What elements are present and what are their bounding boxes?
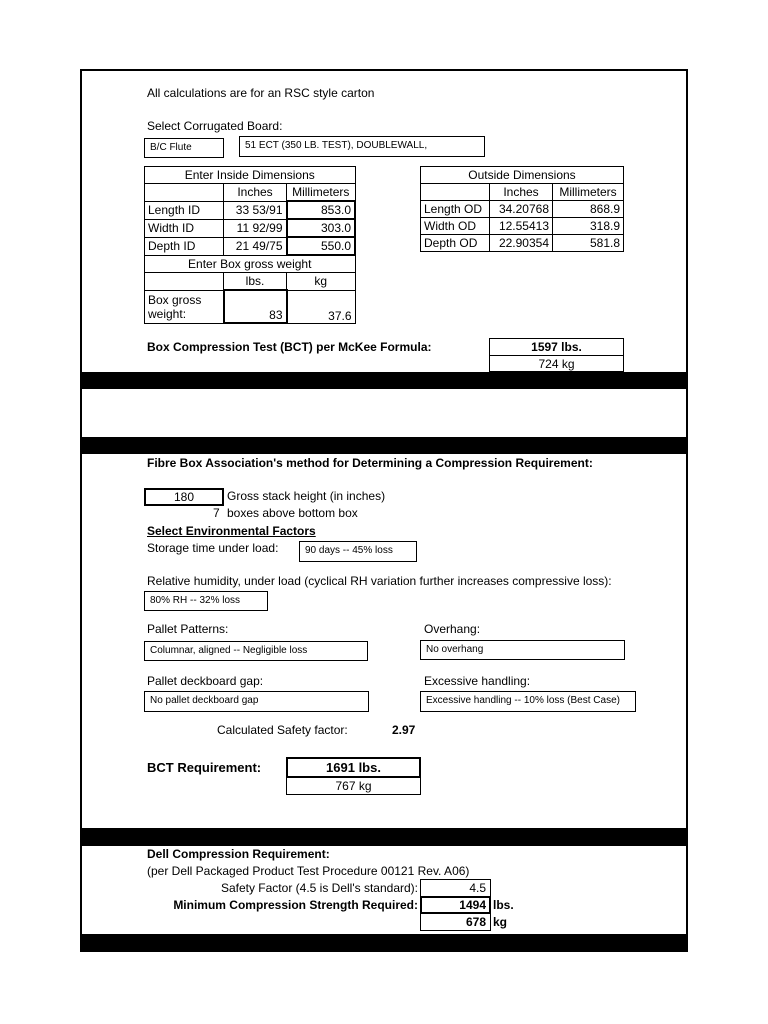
overhang-select[interactable]: No overhang [420,640,625,660]
storage-label: Storage time under load: [147,541,279,555]
boxes-above-num: 7 [213,506,220,520]
width-od-inches: 12.55413 [490,218,553,235]
safety-factor-label: Calculated Safety factor: [217,723,348,737]
depth-inches: 21 49/75 [224,237,287,255]
length-inches: 33 53/91 [224,201,287,219]
bct-label: Box Compression Test (BCT) per McKee Formula: [147,340,432,354]
col-inches: Inches [490,184,553,201]
handling-label: Excessive handling: [424,674,531,688]
overhang-label: Overhang: [424,622,481,636]
row-label: Depth ID [145,237,224,255]
width-od-mm: 318.9 [553,218,624,235]
weight-title: Enter Box gross weight [145,255,356,273]
intro-text: All calculations are for an RSC style carton [147,86,375,100]
stack-height-input[interactable]: 180 [144,488,224,506]
safety-factor-value: 2.97 [392,723,416,737]
inside-dims-title: Enter Inside Dimensions [145,167,356,184]
divider-bar [80,934,688,952]
weight-label: Box gross weight: [145,290,224,323]
fba-title: Fibre Box Association's method for Determining a Compression Requirement: [147,456,593,470]
min-compression-lbs: 1494 [420,896,491,914]
width-inches: 11 92/99 [224,219,287,237]
depth-od-inches: 22.90354 [490,235,553,252]
gap-label: Pallet deckboard gap: [147,674,264,688]
bct-requirement-lbs: 1691 lbs. [286,757,421,778]
row-label: Width OD [421,218,490,235]
width-mm-input[interactable]: 303.0 [287,219,356,237]
bct-requirement-label: BCT Requirement: [147,760,262,775]
length-mm-input[interactable]: 853.0 [287,201,356,219]
divider-bar [80,828,688,846]
col-inches: Inches [224,184,287,202]
boxes-above-label: boxes above bottom box [227,506,358,520]
stack-height-label: Gross stack height (in inches) [227,489,386,503]
select-board-label: Select Corrugated Board: [147,119,283,133]
min-compression-label: Minimum Compression Strength Required: [173,898,418,912]
col-millimeters: Millimeters [287,184,356,202]
row-label: Length ID [145,201,224,219]
length-od-inches: 34.20768 [490,201,553,218]
dell-title: Dell Compression Requirement: [147,847,330,861]
board-select[interactable]: 51 ECT (350 LB. TEST), DOUBLEWALL, [239,136,485,157]
outside-dimensions-table [420,166,624,252]
humidity-label: Relative humidity, under load (cyclical RH variation further increases compressive loss): [147,574,612,588]
bct-lbs: 1597 lbs. [489,338,624,356]
kg-unit: kg [493,915,508,929]
bct-requirement-kg: 767 kg [286,777,421,795]
humidity-select[interactable]: 80% RH -- 32% loss [144,591,268,611]
length-od-mm: 868.9 [553,201,624,218]
col-lbs: lbs. [224,273,287,291]
row-label: Length OD [421,201,490,218]
divider-bar [80,437,688,454]
outside-dims-title: Outside Dimensions [421,167,624,184]
dell-safety-label: Safety Factor (4.5 is Dell's standard): [220,881,418,895]
col-millimeters: Millimeters [553,184,624,201]
dell-subtitle: (per Dell Packaged Product Test Procedure 00121 Rev. A06) [147,864,470,878]
pallet-label: Pallet Patterns: [147,622,229,636]
depth-od-mm: 581.8 [553,235,624,252]
lbs-unit: lbs. [493,898,514,912]
bct-kg: 724 kg [489,355,624,372]
env-factors-heading: Select Environmental Factors [147,524,316,538]
row-label: Depth OD [421,235,490,252]
gap-select[interactable]: No pallet deckboard gap [144,691,369,712]
min-compression-kg: 678 [420,913,491,931]
depth-mm-input[interactable]: 550.0 [287,237,356,255]
weight-kg: 37.6 [287,290,356,323]
row-label: Width ID [145,219,224,237]
storage-select[interactable]: 90 days -- 45% loss [299,541,417,562]
dell-safety-input[interactable]: 4.5 [420,879,491,897]
divider-bar [80,372,688,389]
pallet-select[interactable]: Columnar, aligned -- Negligible loss [144,641,368,661]
inside-dimensions-table [144,166,356,324]
col-kg: kg [287,273,356,291]
flute-select[interactable]: B/C Flute [144,138,224,158]
weight-lbs-input[interactable]: 83 [224,290,287,323]
handling-select[interactable]: Excessive handling -- 10% loss (Best Case) [420,691,636,712]
